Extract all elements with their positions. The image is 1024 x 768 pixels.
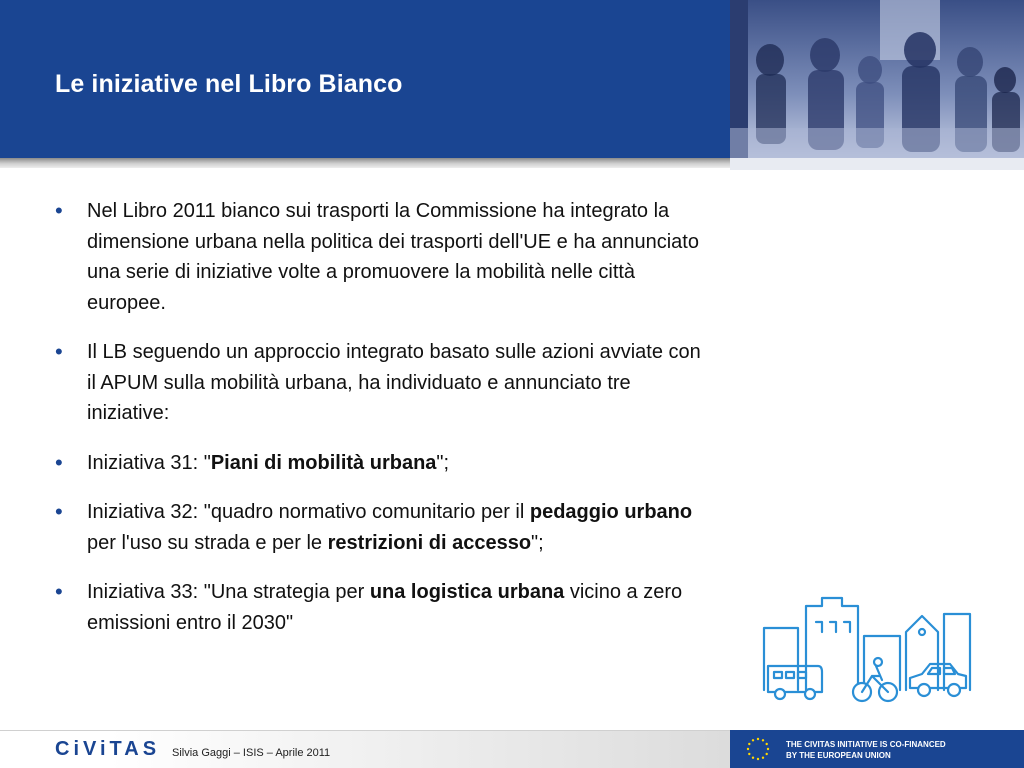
bullet-dot-icon: • (55, 579, 63, 604)
eu-text-line-2: BY THE EUROPEAN UNION (786, 751, 891, 760)
bullet-item-1 (55, 196, 715, 318)
bullet-item-3 (55, 448, 715, 479)
bullet-bold-text: restrizioni di accesso (327, 531, 532, 554)
bullet-text: per l'uso su strada e per le (87, 531, 328, 554)
bullet-text: Iniziativa 32: "quadro normativo comunitario per il (87, 501, 530, 523)
bullet-item-5 (55, 577, 715, 638)
bullet-text: "; (531, 531, 544, 554)
bullet-text: Il LB seguendo un approccio integrato basato sulle azioni avviate con il APUM sulla mobilità urbana, ha individuato e annunciato tre iniziative: (87, 341, 701, 424)
title-bar (0, 0, 730, 160)
bullet-dot-icon: • (55, 499, 63, 524)
crowd-photo (730, 0, 1024, 170)
civitas-logo: CiViTAS (55, 738, 161, 760)
footer-credit: Silvia Gaggi – ISIS – Aprile 2011 (172, 747, 331, 759)
bullet-bold-text: pedaggio urbano (529, 501, 693, 523)
bullet-text: Nel Libro 2011 bianco sui trasporti la Commissione ha integrato la dimensione urbana nella politica dei trasporti dell'UE e ha annunciato una serie di iniziative volte a promuovere la mobilità nelle città europee. (87, 200, 699, 314)
bullet-text: vicino a zero emissioni entro il 2030" (87, 581, 683, 634)
crowd-photo-graphic (730, 0, 1024, 170)
bullet-text: Iniziativa 31: " (87, 451, 211, 474)
bullet-list (55, 196, 715, 657)
eu-flag-graphic (738, 735, 778, 763)
header-divider (0, 158, 730, 168)
slide-title: Le iniziative nel Libro Bianco (55, 70, 403, 98)
bullet-bold-text: Piani di mobilità urbana (210, 451, 437, 474)
bullet-dot-icon: • (55, 449, 63, 475)
bullet-bold-text: una logistica urbana (369, 581, 565, 603)
eu-cofinancing-text (786, 739, 946, 761)
bullet-item-2 (55, 337, 715, 429)
bullet-item-4 (55, 497, 715, 558)
bullet-text: Iniziativa 33: "Una strategia per (87, 581, 370, 603)
city-transport-icon (760, 592, 992, 710)
eu-text-line-1: THE CIVITAS INITIATIVE IS CO-FINANCED (786, 740, 946, 749)
bullet-dot-icon: • (55, 339, 63, 364)
bullet-dot-icon: • (55, 198, 63, 223)
eu-flag-icon (738, 735, 778, 768)
bullet-text: "; (436, 451, 450, 474)
city-transport-illustration (760, 592, 992, 715)
